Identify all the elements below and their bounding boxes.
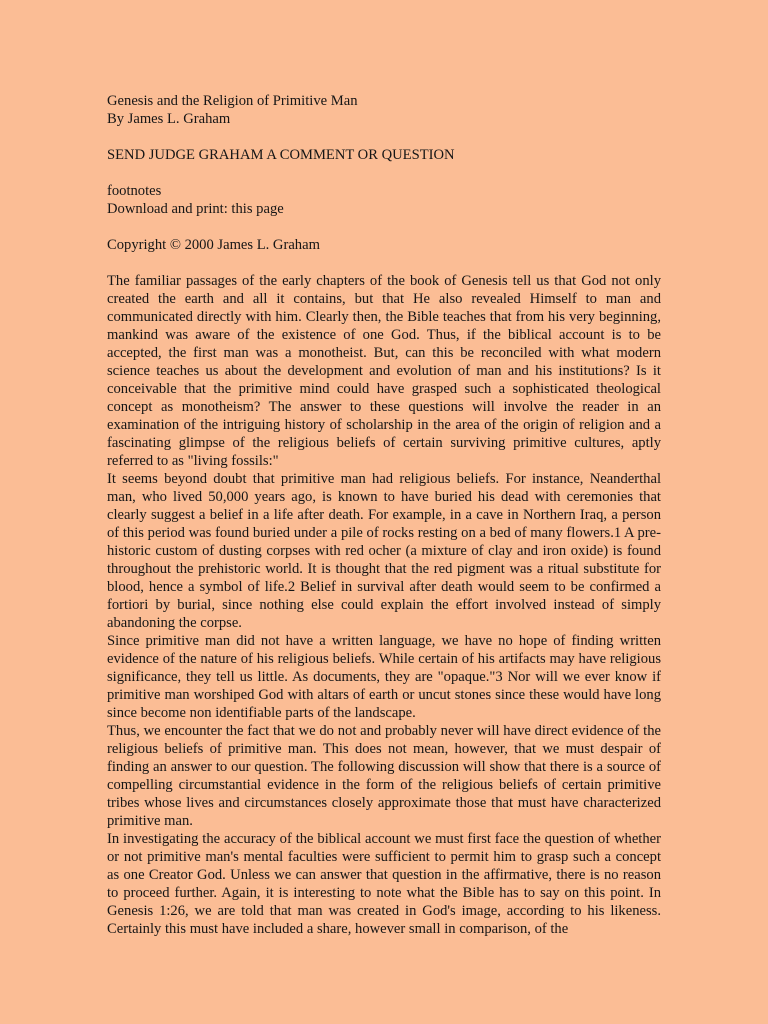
spacer [107,164,661,182]
spacer [107,254,661,272]
body-paragraph: Since primitive man did not have a written language, we have no hope of finding written evidence of the nature of his religious beliefs. While certain of his artifacts may have religious significance, they tell us little. As documents, they are "opaque."3 Nor will we ever know if primitive man worshiped God with altars of earth or uncut stones since these would have long since become non identifiable parts of the landscape. [107,633,661,721]
copyright-notice: Copyright © 2000 James L. Graham [107,237,320,253]
body-paragraph: In investigating the accuracy of the biblical account we must first face the question of whether or not primitive man's mental faculties were sufficient to permit him to grasp such a concept as one Creator God. Unless we can answer that question in the affirmative, there is no reason to proceed further. Again, it is interesting to note what the Bible has to say on this point. In Genesis 1:26, we are told that man was created in God's image, according to his likeness. Certainly this must have included a share, however small in comparison, of the [107,831,661,937]
body-paragraph: The familiar passages of the early chapters of the book of Genesis tell us that God not only created the earth and all it contains, but that He also revealed Himself to man and communicated directly with him. Clearly then, the Bible teaches that from his very beginning, mankind was aware of the existence of one God. Thus, if the biblical account is to be accepted, the first man was a monotheist. But, can this be reconciled with what modern science teaches us about the development and evolution of man and his institutions? Is it conceivable that the primitive mind could have grasped such a sophisticated theological concept as monotheism? The answer to these questions will involve the reader in an examination of the intriguing history of scholarship in the area of the origin of religion and a fascinating glimpse of the religious beliefs of certain surviving primitive cultures, aptly referred to as "living fossils:" [107,273,661,469]
footnotes-link[interactable]: footnotes [107,183,162,199]
body-paragraph: Thus, we encounter the fact that we do not and probably never will have direct evidence of the religious beliefs of primitive man. This does not mean, however, that we must despair of finding an answer to our question. The following discussion will show that there is a source of compelling circumstantial evidence in the form of the religious beliefs of certain primitive tribes whose lives and circumstances closely approximate those that must have characterized primitive man. [107,723,661,829]
send-comment-link[interactable]: SEND JUDGE GRAHAM A COMMENT OR QUESTION [107,147,455,163]
download-print-link[interactable]: Download and print: this page [107,201,284,217]
author-byline: By James L. Graham [107,111,231,127]
body-paragraph: It seems beyond doubt that primitive man had religious beliefs. For instance, Neanderthal man, who lived 50,000 years ago, is known to have buried his dead with ceremonies that clearly suggest a belief in a life after death. For example, in a cave in Northern Iraq, a person of this period was found buried under a pile of rocks resting on a bed of many flowers.1 A pre-historic custom of dusting corpses with red ocher (a mixture of clay and iron oxide) is found throughout the prehistoric world. It is thought that the red pigment was a ritual substitute for blood, hence a symbol of life.2 Belief in survival after death would seem to be confirmed a fortiori by burial, since nothing else could explain the effort involved instead of simply abandoning the corpse. [107,471,661,631]
spacer [107,128,661,146]
spacer [107,218,661,236]
document-content [107,92,661,938]
document-title: Genesis and the Religion of Primitive Man [107,93,358,109]
